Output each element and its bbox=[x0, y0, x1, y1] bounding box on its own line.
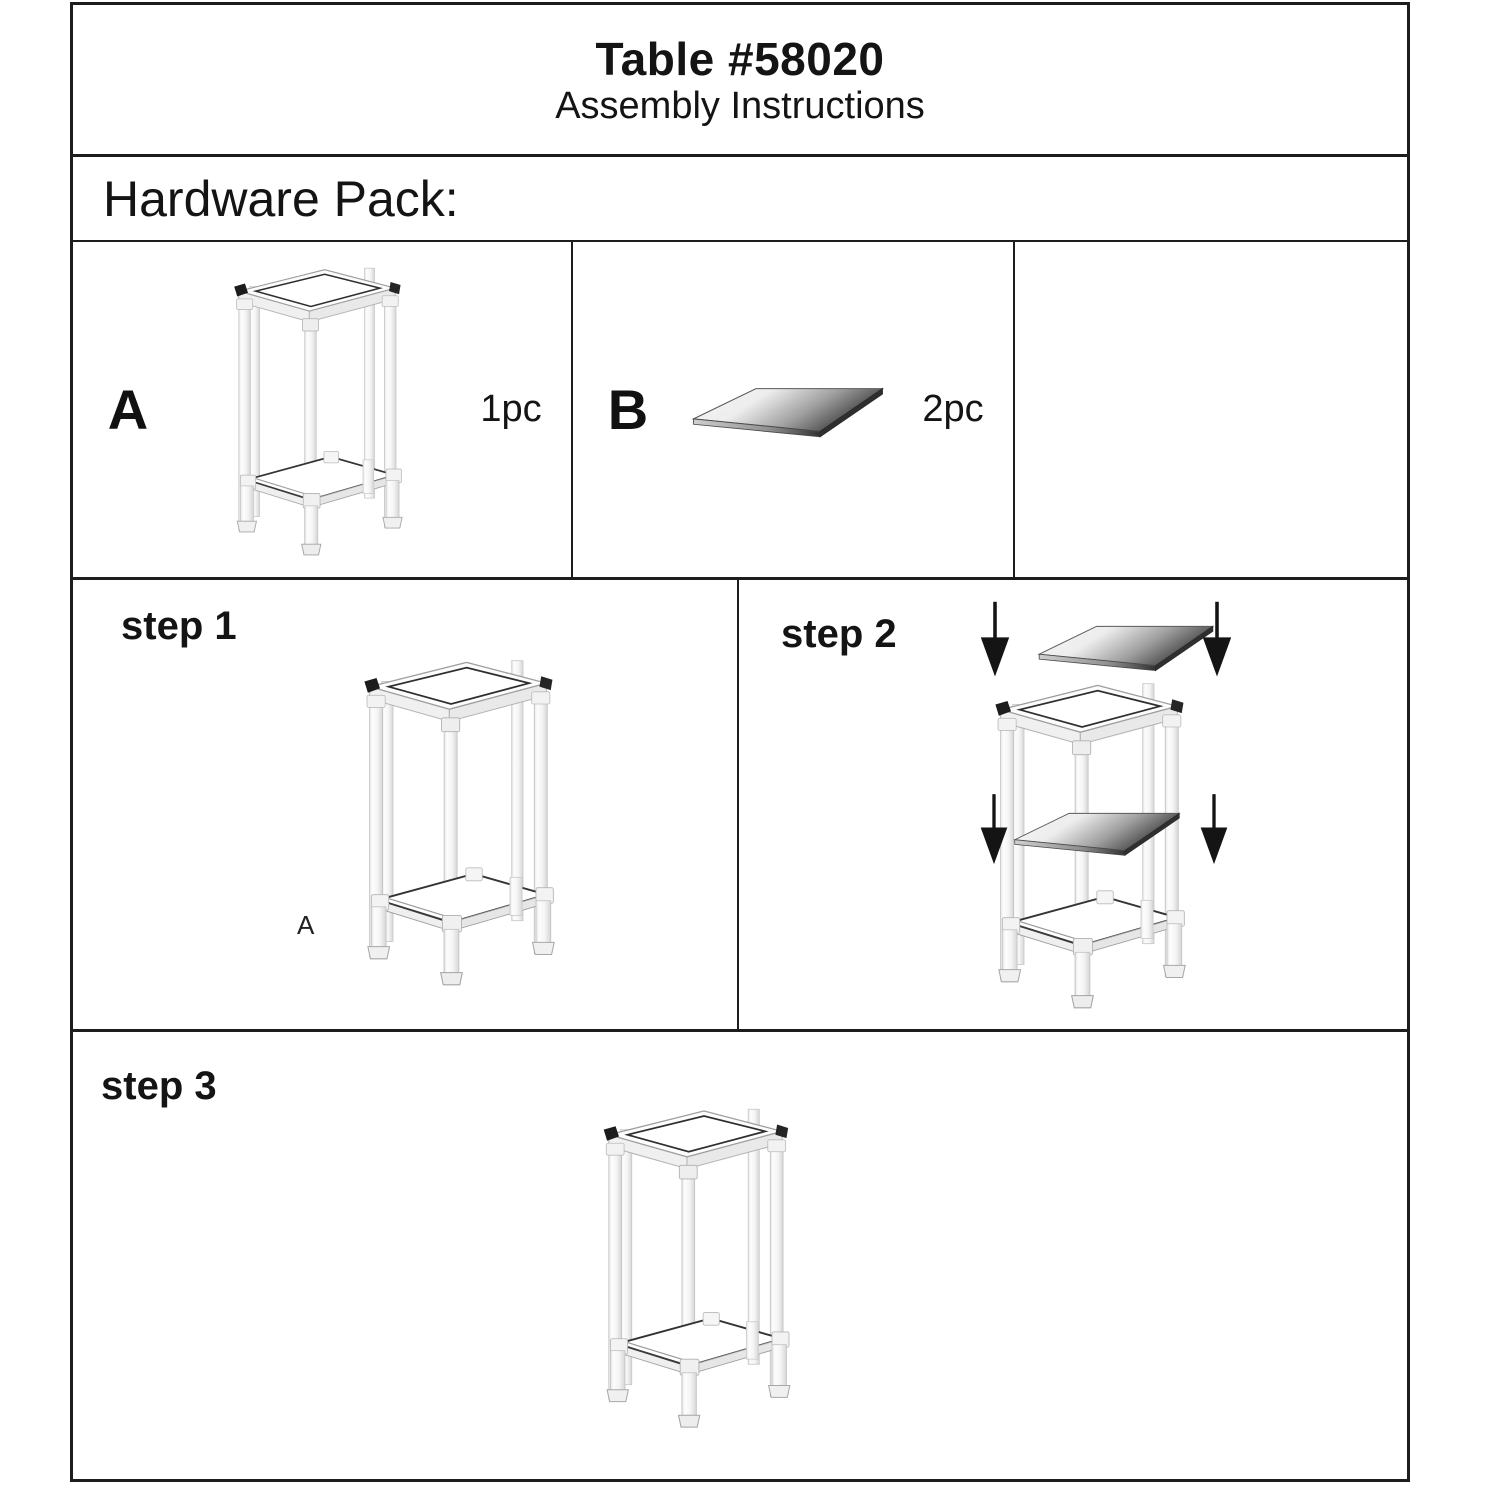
hardware-pack-header-row bbox=[73, 157, 1407, 242]
table-frame-icon bbox=[202, 245, 432, 575]
step-cell-2 bbox=[739, 580, 1407, 1029]
hardware-pack-parts-row bbox=[73, 242, 1407, 580]
title-row bbox=[73, 5, 1407, 157]
step-2-title: step 2 bbox=[781, 612, 897, 656]
arrow-down-icon bbox=[979, 792, 1009, 868]
steps-row-top bbox=[73, 580, 1407, 1032]
step-2-arrow-bottom-left bbox=[979, 792, 1009, 868]
step-2-arrow-top-right bbox=[1201, 600, 1233, 680]
arrow-down-icon bbox=[1201, 600, 1233, 680]
glass-panel-icon bbox=[1007, 796, 1187, 868]
step-1-callout-a: A bbox=[297, 910, 315, 940]
step-2-arrow-top-left bbox=[979, 600, 1011, 680]
part-cell-empty bbox=[1015, 242, 1407, 577]
step-2-glass-panel-bottom bbox=[1007, 796, 1187, 868]
part-quantity-b: 2pc bbox=[922, 388, 984, 430]
part-illustration-empty bbox=[1125, 242, 1287, 577]
page-title: Table #58020 bbox=[595, 32, 885, 85]
glass-panel-icon bbox=[1031, 608, 1221, 684]
instruction-sheet bbox=[70, 2, 1410, 1482]
step-3-illustration bbox=[568, 1084, 823, 1449]
step-cell-3 bbox=[73, 1032, 1407, 1479]
step-1-illustration bbox=[328, 635, 588, 1007]
part-letter-a: A bbox=[107, 378, 149, 441]
arrow-down-icon bbox=[979, 600, 1011, 680]
part-cell-a bbox=[73, 242, 573, 577]
step-cell-1 bbox=[73, 580, 739, 1029]
arrow-down-icon bbox=[1199, 792, 1229, 868]
part-illustration-b bbox=[683, 242, 893, 577]
table-frame-icon bbox=[328, 635, 588, 1007]
step-1-title: step 1 bbox=[121, 604, 237, 648]
part-cell-b bbox=[573, 242, 1015, 577]
part-illustration-a bbox=[183, 242, 451, 577]
step-3-title: step 3 bbox=[101, 1064, 217, 1108]
step-2-arrow-bottom-right bbox=[1199, 792, 1229, 868]
step-2-glass-panel-top bbox=[1031, 608, 1221, 684]
assembled-table-icon bbox=[568, 1084, 823, 1449]
glass-panel-icon bbox=[683, 369, 893, 451]
part-letter-b: B bbox=[607, 378, 649, 441]
part-quantity-a: 1pc bbox=[480, 388, 542, 430]
hardware-pack-label: Hardware Pack: bbox=[103, 170, 459, 227]
page-subtitle: Assembly Instructions bbox=[555, 84, 925, 127]
